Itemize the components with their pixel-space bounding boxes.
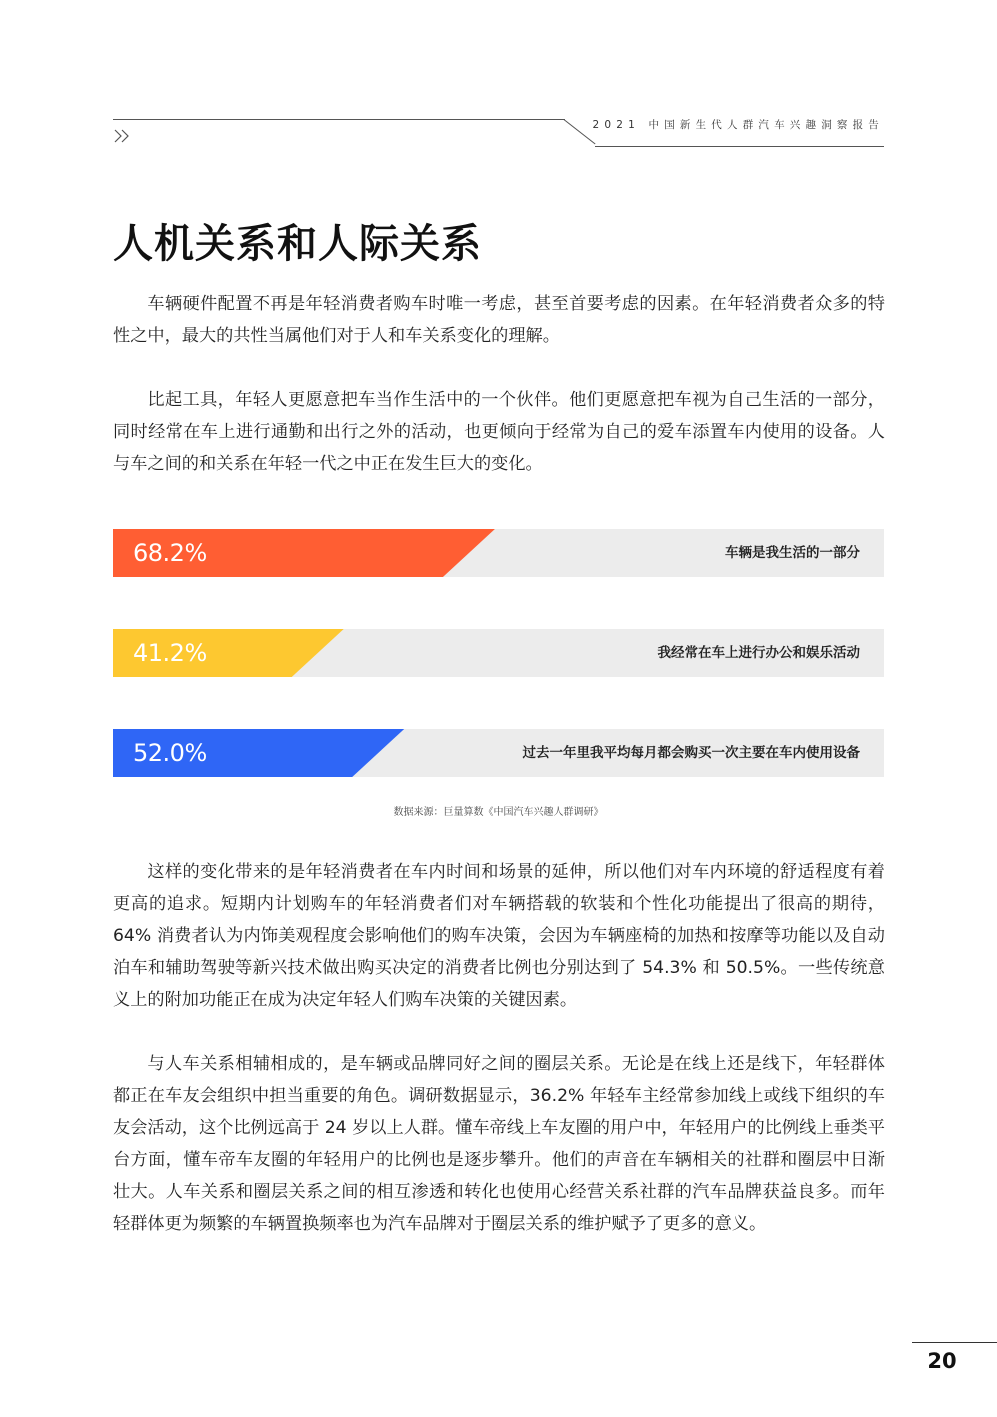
bar-category-label: 车辆是我生活的一部分 xyxy=(725,545,860,561)
bar-category-label: 我经常在车上进行办公和娱乐活动 xyxy=(657,645,860,661)
bar-value-label: 52.0% xyxy=(133,739,207,767)
paragraph-1: 车辆硬件配置不再是年轻消费者购车时唯一考虑，甚至首要考虑的因素。在年轻消费者众多的特性之中，最大的共性当属他们对于人和车关系变化的理解。 xyxy=(113,294,885,346)
bar-track xyxy=(113,529,884,577)
bar-category-label: 过去一年里我平均每月都会购买一次主要在车内使用设备 xyxy=(522,745,860,761)
header-rule-right xyxy=(595,146,884,147)
paragraph-3: 这样的变化带来的是年轻消费者在车内时间和场景的延伸，所以他们对车内环境的舒适程度有着更高的追求。短期内计划购车的年轻消费者们对车辆搭载的软装和个性化功能提出了很高的期待，64% 消费者认为内饰美观程度会影响他们的购车决策，会因为车辆座椅的加热和按摩等功能以及自动泊车和辅助驾驶等新兴技术做出购买决定的消费者比例也分别达到了 54.3% 和 50.5%。一些传统意义上的附加功能正在成为决定年轻人们购车决策的关键因素。 xyxy=(113,862,885,1010)
bar-value-label: 41.2% xyxy=(133,639,207,667)
paragraph-2: 比起工具，年轻人更愿意把车当作生活中的一个伙伴。他们更愿意把车视为自己生活的一部分，同时经常在车上进行通勤和出行之外的活动，也更倾向于经常为自己的爱车添置车内使用的设备。人与车之间的和关系在年轻一代之中正在发生巨大的变化。 xyxy=(113,390,885,474)
bar-track xyxy=(113,729,884,777)
footer-rule xyxy=(912,1342,997,1343)
report-title: 2021 中国新生代人群汽车兴趣洞察报告 xyxy=(592,119,884,131)
data-source-note: 数据来源：巨量算数《中国汽车兴趣人群调研》 xyxy=(393,807,604,818)
header-rule-slant xyxy=(563,119,595,144)
header-rule xyxy=(113,119,565,120)
paragraph-4: 与人车关系相辅相成的，是车辆或品牌同好之间的圈层关系。无论是在线上还是线下，年轻群体都正在车友会组织中担当重要的角色。调研数据显示，36.2% 年轻车主经常参加线上或线下组织的车友会活动，这个比例远高于 24 岁以上人群。懂车帝线上车友圈的用户中，年轻用户的比例线上垂类平台方面，懂车帝车友圈的年轻用户的比例也是逐步攀升。他们的声音在车辆相关的社群和圈层中日渐壮大。人车关系和圈层关系之间的相互渗透和转化也使用心经营关系社群的汽车品牌获益良多。而年轻群体更为频繁的车辆置换频率也为汽车品牌对于圈层关系的维护赋予了更多的意义。 xyxy=(113,1054,885,1234)
page-title: 人机关系和人际关系 xyxy=(113,221,482,267)
page-number: 20 xyxy=(927,1349,957,1373)
bar-value-label: 68.2% xyxy=(133,539,207,567)
double-chevron-icon xyxy=(113,127,133,145)
bar-track xyxy=(113,629,884,677)
